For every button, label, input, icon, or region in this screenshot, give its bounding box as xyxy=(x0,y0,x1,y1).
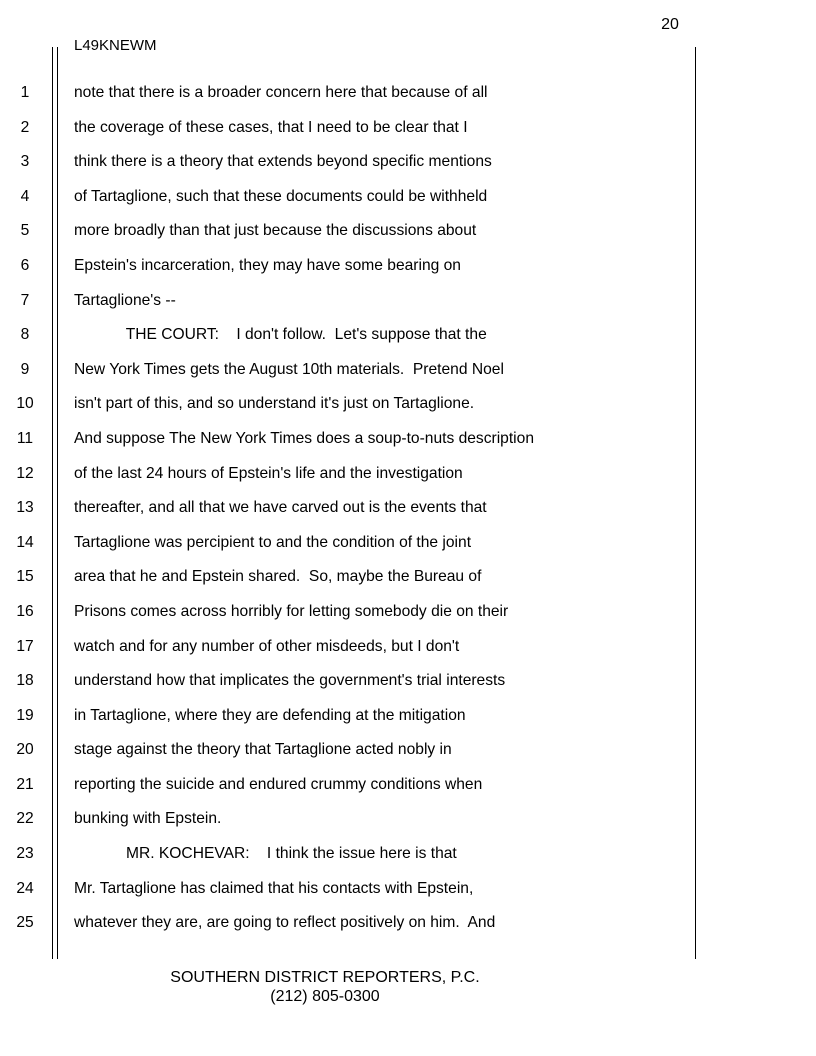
transcript-line xyxy=(0,214,700,249)
transcript-line xyxy=(0,733,700,768)
reporter-company: SOUTHERN DISTRICT REPORTERS, P.C. xyxy=(170,969,480,986)
line-number: 23 xyxy=(16,845,34,863)
line-text: the coverage of these cases, that I need to be clear that I xyxy=(74,118,468,136)
transcript-line xyxy=(0,457,700,492)
transcript-line xyxy=(0,387,700,422)
transcript-line xyxy=(0,284,700,319)
line-number: 19 xyxy=(16,706,34,724)
line-text: whatever they are, are going to reflect positively on him. And xyxy=(74,914,496,932)
transcript-line xyxy=(0,180,700,215)
page-number: 20 xyxy=(661,16,679,33)
transcript-line xyxy=(0,630,700,665)
reporter-phone: (212) 805-0300 xyxy=(270,988,380,1005)
line-number: 7 xyxy=(20,291,30,309)
transcript-line xyxy=(0,560,700,595)
transcript-line xyxy=(0,145,700,180)
transcript-body xyxy=(0,76,700,941)
line-number: 4 xyxy=(20,187,30,205)
line-number: 5 xyxy=(20,222,30,240)
transcript-line xyxy=(0,353,700,388)
line-number: 25 xyxy=(16,914,34,932)
line-text: understand how that implicates the government's trial interests xyxy=(74,672,506,690)
document-id: L49KNEWM xyxy=(74,37,157,54)
line-number: 13 xyxy=(16,499,34,517)
transcript-line xyxy=(0,422,700,457)
line-number: 14 xyxy=(16,533,34,551)
line-text: MR. KOCHEVAR: I think the issue here is that xyxy=(74,845,457,863)
line-number: 2 xyxy=(20,118,30,136)
line-number: 1 xyxy=(20,84,30,101)
line-text: think there is a theory that extends beyond specific mentions xyxy=(74,153,492,171)
transcript-line xyxy=(0,872,700,907)
line-text: of Tartaglione, such that these documents could be withheld xyxy=(74,187,488,205)
line-number: 3 xyxy=(20,153,30,171)
transcript-line xyxy=(0,802,700,837)
line-text: isn't part of this, and so understand it's just on Tartaglione. xyxy=(74,395,475,413)
line-number: 9 xyxy=(20,360,30,378)
transcript-line xyxy=(0,76,700,111)
transcript-line xyxy=(0,837,700,872)
line-text: Tartaglione's -- xyxy=(74,291,176,309)
transcript-line xyxy=(0,491,700,526)
footer xyxy=(0,968,650,1006)
line-number: 10 xyxy=(16,395,34,413)
line-text: of the last 24 hours of Epstein's life and the investigation xyxy=(74,464,463,482)
line-number: 18 xyxy=(16,672,34,690)
line-number: 20 xyxy=(16,741,34,759)
line-text: Epstein's incarceration, they may have some bearing on xyxy=(74,256,461,274)
transcript-line xyxy=(0,595,700,630)
line-text: in Tartaglione, where they are defending at the mitigation xyxy=(74,706,466,724)
line-text: bunking with Epstein. xyxy=(74,810,222,828)
line-text: Prisons comes across horribly for letting somebody die on their xyxy=(74,602,509,620)
line-number: 24 xyxy=(16,879,34,897)
transcript-line xyxy=(0,249,700,284)
transcript-line xyxy=(0,768,700,803)
line-number: 22 xyxy=(16,810,34,828)
line-text: thereafter, and all that we have carved out is the events that xyxy=(74,499,487,517)
line-number: 11 xyxy=(16,429,34,447)
transcript-line xyxy=(0,699,700,734)
line-text: reporting the suicide and endured crummy conditions when xyxy=(74,775,483,793)
line-text: stage against the theory that Tartaglione acted nobly in xyxy=(74,741,452,759)
transcript-line xyxy=(0,111,700,146)
line-number: 17 xyxy=(16,637,34,655)
transcript-line xyxy=(0,318,700,353)
line-text: watch and for any number of other misdeeds, but I don't xyxy=(74,637,460,655)
line-text: Mr. Tartaglione has claimed that his contacts with Epstein, xyxy=(74,879,474,897)
line-number: 12 xyxy=(16,464,34,482)
line-text: note that there is a broader concern here that because of all xyxy=(74,84,488,101)
line-text: New York Times gets the August 10th materials. Pretend Noel xyxy=(74,360,504,378)
line-number: 6 xyxy=(20,256,30,274)
line-number: 8 xyxy=(20,326,30,344)
line-text: THE COURT: I don't follow. Let's suppose that the xyxy=(74,326,487,344)
transcript-line xyxy=(0,664,700,699)
line-text: And suppose The New York Times does a soup-to-nuts description xyxy=(74,429,534,447)
line-number: 15 xyxy=(16,568,34,586)
line-text: Tartaglione was percipient to and the condition of the joint xyxy=(74,533,472,551)
transcript-line xyxy=(0,526,700,561)
line-text: area that he and Epstein shared. So, maybe the Bureau of xyxy=(74,568,482,586)
transcript-line xyxy=(0,906,700,941)
line-number: 21 xyxy=(16,775,34,793)
line-text: more broadly than that just because the discussions about xyxy=(74,222,477,240)
line-number: 16 xyxy=(16,602,34,620)
